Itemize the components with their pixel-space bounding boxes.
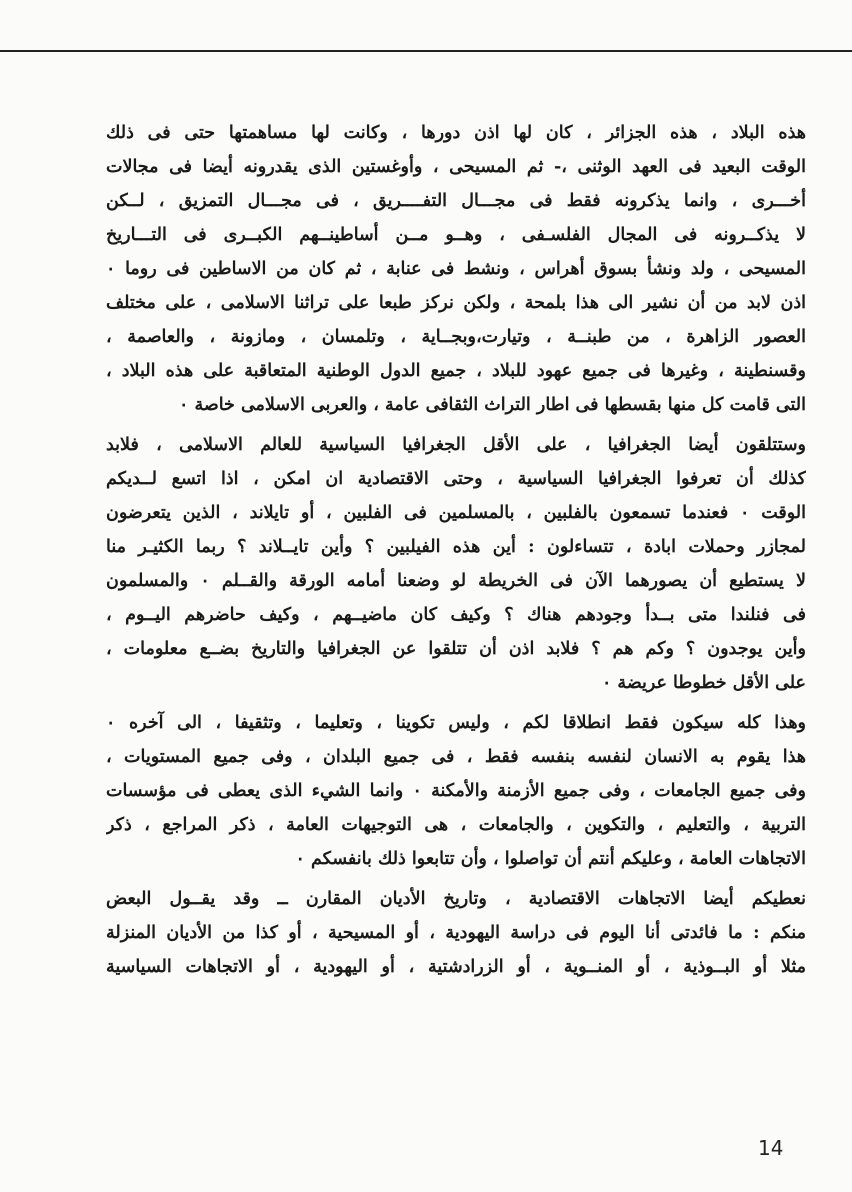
text-line: التى قامت كل منها بقسطها فى اطار التراث الثقافى عامة ، والعربى الاسلامى خاصة ٠ bbox=[178, 395, 806, 415]
paragraph-2 bbox=[106, 428, 806, 700]
text-line: اذن لابد من أن نشير الى هذا بلمحة ، ولكن نركز طبعا على تراثنا الاسلامى ، على مختلف bbox=[106, 293, 806, 313]
text-line: وستتلقون أيضا الجغرافيا ، على الأقل الجغرافيا السياسية للعالم الاسلامى ، فلابد bbox=[106, 435, 806, 455]
text-line: هذا يقوم به الانسان لنفسه بنفسه فقط ، فى جميع البلدان ، وفى جميع المستويات ، bbox=[106, 747, 806, 767]
paragraph-4 bbox=[106, 882, 806, 984]
text-line: المسيحى ، ولد ونشأ بسوق أهراس ، ونشط فى عنابة ، ثم كان من الاساطين فى روما ٠ bbox=[106, 259, 806, 279]
text-line: مثلا أو البــوذية ، أو المنــوية ، أو الزرادشتية ، أو اليهودية ، أو الاتجاهات السياسية bbox=[106, 957, 806, 977]
text-line: وأين يوجدون ؟ وكم هم ؟ فلابد اذن أن تتلقوا عن الجغرافيا والتاريخ بضــع معلومات ، bbox=[106, 639, 806, 659]
text-line: الوقت ٠ فعندما تسمعون بالفلبين ، بالمسلمين فى الفلبين ، أو تايلاند ، الذين يتعرضون bbox=[106, 503, 806, 523]
paragraph-3 bbox=[106, 706, 806, 876]
text-line: العصور الزاهرة ، من طبنــة ، وتيارت،وبجــاية ، وتلمسان ، ومازونة ، والعاصمة ، bbox=[106, 327, 806, 347]
text-line: هذه البلاد ، هذه الجزائر ، كان لها اذن دورها ، وكانت لها مساهمتها حتى فى ذلك bbox=[106, 123, 806, 143]
text-line: أخـــرى ، وانما يذكرونه فقط فى مجـــال التفــــريق ، فى مجـــال التمزيق ، لــكن bbox=[106, 191, 806, 211]
paragraph-1 bbox=[106, 116, 806, 422]
text-line: نعطيكم أيضا الاتجاهات الاقتصادية ، وتاريخ الأديان المقارن ــ وقد يقــول البعض bbox=[106, 889, 806, 909]
text-line: فى فنلندا متى بــدأ وجودهم هناك ؟ وكيف كان ماضيــهم ، وكيف حاضرهم اليــوم ، bbox=[106, 605, 806, 625]
text-line: وقسنطينة ، وغيرها فى جميع عهود للبلاد ، جميع الدول الوطنية المتعاقبة على هذه البلاد ، bbox=[106, 361, 806, 381]
text-line: على الأقل خطوطا عريضة ٠ bbox=[601, 673, 806, 693]
text-line: وهذا كله سيكون فقط انطلاقا لكم ، وليس تكوينا ، وتعليما ، وتثقيفا ، الى آخره ٠ bbox=[106, 713, 806, 733]
text-line: كذلك أن تعرفوا الجغرافيا السياسية ، وحتى الاقتصادية ان امكن ، اذا اتسع لــديكم bbox=[106, 469, 806, 489]
top-rule bbox=[0, 50, 852, 52]
text-line: الاتجاهات العامة ، وعليكم أنتم أن تواصلوا ، وأن تتابعوا ذلك بانفسكم ٠ bbox=[295, 849, 806, 869]
text-line: لا يذكــرونه فى المجال الفلسـفى ، وهــو مــن أساطينــهم الكبــرى فى التـــاريخ bbox=[106, 225, 806, 245]
text-line: منكم : ما فائدتى أنا اليوم فى دراسة اليهودية ، أو المسيحية ، أو كذا من الأديان المنزلة bbox=[106, 923, 806, 943]
page-number: 14 bbox=[758, 1136, 784, 1160]
text-line: الوقت البعيد فى العهد الوثنى ،- ثم المسيحى ، وأوغستين الذى يقدرونه أيضا فى مجالات bbox=[106, 157, 806, 177]
text-line: لمجازر وحملات ابادة ، تتساءلون : أين هذه الفيلبين ؟ وأين تايــلاند ؟ ربما الكثيـر منا bbox=[106, 537, 806, 557]
text-body bbox=[106, 116, 806, 990]
text-line: لا يستطيع أن يصورهما الآن فى الخريطة لو وضعنا أمامه الورقة والقــلم ٠ والمسلمون bbox=[106, 571, 806, 591]
text-line: التربية ، والتعليم ، والتكوين ، والجامعات ، هى التوجيهات العامة ، ذكر المراجع ، ذكر bbox=[106, 815, 806, 835]
text-line: وفى جميع الجامعات ، وفى جميع الأزمنة والأمكنة ٠ وانما الشيء الذى يعطى فى مؤسسات bbox=[106, 781, 806, 801]
